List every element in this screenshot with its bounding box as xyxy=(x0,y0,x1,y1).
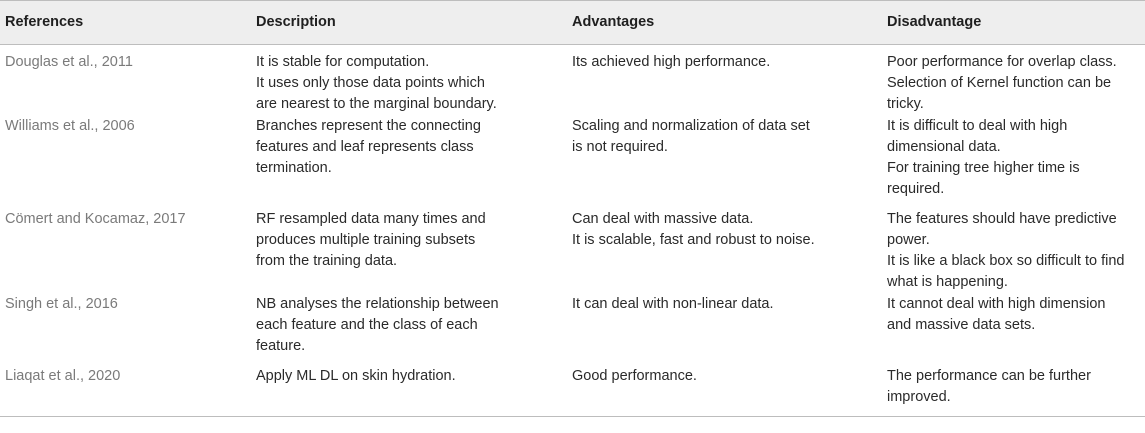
advantages-line: Can deal with massive data. xyxy=(572,211,754,227)
description-line: are nearest to the marginal boundary. xyxy=(256,96,497,112)
cell-advantages xyxy=(570,45,885,117)
table-row xyxy=(0,294,1145,366)
cell-description xyxy=(254,116,570,209)
disadvantage-line: The performance can be further xyxy=(887,368,1091,384)
header-description: Description xyxy=(254,1,570,45)
cell-reference: Douglas et al., 2011 xyxy=(5,54,133,70)
description-line: It is stable for computation. xyxy=(256,54,430,70)
disadvantage-line: The features should have predictive xyxy=(887,211,1117,227)
cell-disadvantage xyxy=(885,366,1145,417)
disadvantage-line: tricky. xyxy=(887,96,924,112)
disadvantage-line: It is like a black box so difficult to find xyxy=(887,253,1125,269)
disadvantage-line: It cannot deal with high dimension xyxy=(887,296,1106,312)
description-line: Apply ML DL on skin hydration. xyxy=(256,368,456,384)
description-line: from the training data. xyxy=(256,253,398,269)
advantages-line: It can deal with non-linear data. xyxy=(572,296,774,312)
description-line: RF resampled data many times and xyxy=(256,211,486,227)
cell-reference: Singh et al., 2016 xyxy=(5,296,118,312)
disadvantage-line: For training tree higher time is xyxy=(887,160,1080,176)
advantages-line: Scaling and normalization of data set xyxy=(572,118,810,134)
header-row xyxy=(0,1,1145,45)
disadvantage-line: required. xyxy=(887,181,945,197)
description-line: NB analyses the relationship between xyxy=(256,296,499,312)
table-row xyxy=(0,116,1145,209)
description-line: feature. xyxy=(256,338,306,354)
advantages-line: Good performance. xyxy=(572,368,697,384)
cell-disadvantage xyxy=(885,45,1145,117)
table-header xyxy=(0,1,1145,45)
cell-disadvantage xyxy=(885,294,1145,366)
advantages-line: Its achieved high performance. xyxy=(572,54,771,70)
table-body xyxy=(0,45,1145,417)
cell-disadvantage xyxy=(885,116,1145,209)
cell-reference: Williams et al., 2006 xyxy=(5,118,135,134)
cell-advantages xyxy=(570,366,885,417)
cell-description xyxy=(254,294,570,366)
cell-description xyxy=(254,366,570,417)
cell-description xyxy=(254,209,570,294)
header-disadvantage: Disadvantage xyxy=(885,1,1145,45)
cell-disadvantage xyxy=(885,209,1145,294)
cell-reference: Liaqat et al., 2020 xyxy=(0,366,254,417)
cell-description xyxy=(254,45,570,117)
cell-advantages xyxy=(570,294,885,366)
table-row xyxy=(0,209,1145,294)
cell-reference: Cömert and Kocamaz, 2017 xyxy=(5,211,186,227)
table-row xyxy=(0,45,1145,117)
description-line: each feature and the class of each xyxy=(256,317,478,333)
advantages-line: is not required. xyxy=(572,139,668,155)
description-line: termination. xyxy=(256,160,332,176)
header-advantages: Advantages xyxy=(570,1,885,45)
disadvantage-line: It is difficult to deal with high xyxy=(887,118,1068,134)
header-references: References xyxy=(0,1,254,45)
disadvantage-line: dimensional data. xyxy=(887,139,1001,155)
cell-advantages xyxy=(570,209,885,294)
disadvantage-line: what is happening. xyxy=(887,274,1008,290)
description-line: produces multiple training subsets xyxy=(256,232,476,248)
disadvantage-line: power. xyxy=(887,232,930,248)
disadvantage-line: Poor performance for overlap class. xyxy=(887,54,1117,70)
description-line: features and leaf represents class xyxy=(256,139,474,155)
cell-advantages xyxy=(570,116,885,209)
table-row xyxy=(0,366,1145,417)
disadvantage-line: improved. xyxy=(887,389,951,405)
disadvantage-line: and massive data sets. xyxy=(887,317,1036,333)
advantages-line: It is scalable, fast and robust to noise. xyxy=(572,232,815,248)
description-line: Branches represent the connecting xyxy=(256,118,481,134)
description-line: It uses only those data points which xyxy=(256,75,485,91)
disadvantage-line: Selection of Kernel function can be xyxy=(887,75,1112,91)
